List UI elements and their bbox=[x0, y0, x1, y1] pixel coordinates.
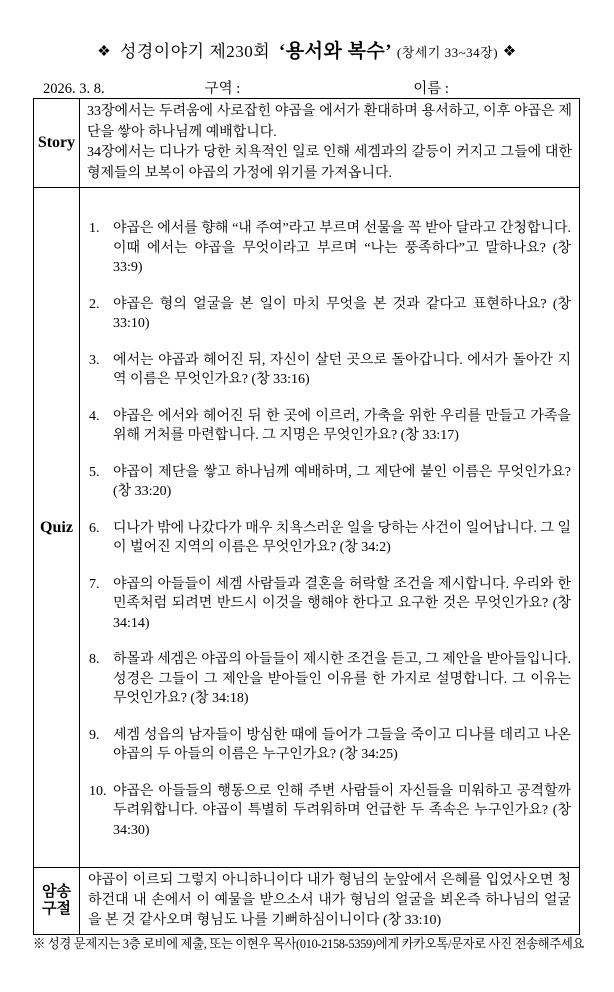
question-number: 6. bbox=[89, 520, 100, 536]
question-number: 8. bbox=[89, 652, 100, 667]
question-number: 10. bbox=[89, 783, 107, 799]
story-row-label-cell bbox=[34, 99, 80, 188]
diamond-icon: ❖ bbox=[502, 44, 517, 60]
story-row bbox=[34, 99, 580, 188]
question-text: 야곱이 제단을 쌓고 하나님께 예배하며, 그 제단에 붙인 이름은 무엇인가요? (창 33:20) bbox=[113, 464, 571, 499]
quiz-question-6 bbox=[88, 519, 571, 558]
title-scripture-range: (창세기 33~34장) bbox=[396, 45, 499, 60]
question-text: 디나가 밖에 나갔다가 매우 치욕스러운 일을 당하는 사건이 일어납니다. 그 일이 벌어진 지역의 이름은 무엇인가요? (창 34:2) bbox=[113, 520, 571, 555]
diamond-icon: ❖ bbox=[97, 44, 112, 60]
question-text: 야곱은 형의 얼굴을 본 일이 마치 무엇을 본 것과 같다고 표현하나요? (창 33:10) bbox=[113, 296, 571, 331]
worksheet-table bbox=[33, 98, 580, 935]
story-line: 34장에서는 디나가 당한 치욕적인 일로 인해 세겜과의 갈등이 커지고 그들에 대한 형제들의 보복이 야곱의 가정에 위기를 가져옵니다. bbox=[87, 145, 572, 181]
story-line: 33장에서는 두려움에 사로잡힌 야곱을 에서가 환대하며 용서하고, 이후 야곱은 제단을 쌓아 하나님께 예배합니다. bbox=[87, 104, 572, 140]
quiz-question-4 bbox=[88, 407, 571, 446]
quiz-row bbox=[34, 188, 580, 868]
memory-verse-row bbox=[34, 868, 580, 935]
question-number: 3. bbox=[89, 352, 100, 368]
info-line bbox=[43, 77, 614, 98]
quiz-label: Quiz bbox=[40, 518, 73, 536]
question-number: 5. bbox=[89, 464, 100, 480]
question-text: 하몰과 세겜은 야곱의 아들들이 제시한 조건을 듣고, 그 제안을 받아들입니다. 성경은 그들이 그 제안을 받아들인 이유를 한 가지로 설명합니다. 그 이유는 무엇인가요? (창 34:18) bbox=[113, 652, 571, 706]
quiz-question-7 bbox=[88, 575, 571, 634]
story-label: Story bbox=[37, 134, 76, 151]
question-number: 1. bbox=[89, 221, 100, 236]
question-text: 야곱은 에서를 향해 “내 주여”라고 부르며 선물을 꼭 받아 달라고 간청합니다. 이때 에서는 야곱을 무엇이라고 부르며 “나는 풍족하다”고 말하나요? (창 33:9) bbox=[113, 221, 571, 275]
story-text-cell bbox=[80, 99, 580, 188]
name-label: 이름 : bbox=[413, 81, 449, 97]
quiz-row-label-cell bbox=[34, 188, 80, 868]
quiz-question-5 bbox=[88, 463, 571, 502]
question-text: 세겜 성읍의 남자들이 방심한 때에 들어가 그들을 죽이고 디나를 데리고 나온 야곱의 두 아들의 이름은 누구인가요? (창 34:25) bbox=[113, 727, 571, 762]
quiz-question-1 bbox=[88, 219, 571, 278]
date-label: 2026. 3. 8. bbox=[43, 81, 105, 97]
memory-verse-text: 야곱이 이르되 그렇지 아니하니이다 내가 형님의 눈앞에서 은혜를 입었사오면 청하건대 내 손에서 이 예물을 받으소서 내가 형님의 얼굴을 뵈온즉 하나님의 얼굴을 본 것 같사오며 형님도 나를 기뻐하심이니이다 (창 33:10) bbox=[88, 873, 571, 928]
question-number: 2. bbox=[89, 296, 100, 312]
quiz-question-2 bbox=[88, 295, 571, 334]
page-title bbox=[0, 0, 614, 63]
question-number: 7. bbox=[89, 576, 100, 592]
group-label: 구역 : bbox=[204, 81, 241, 97]
question-text: 에서는 야곱과 헤어진 뒤, 자신이 살던 곳으로 돌아갑니다. 에서가 돌아간 지역 이름은 무엇인가요? (창 33:16) bbox=[113, 352, 571, 387]
quiz-question-9 bbox=[88, 726, 571, 765]
quiz-question-8 bbox=[88, 650, 571, 709]
quiz-question-10 bbox=[88, 782, 571, 841]
quiz-questions-cell bbox=[80, 188, 580, 868]
memory-verse-label: 구절 bbox=[42, 901, 71, 917]
title-main: 성경이야기 제230회 bbox=[119, 42, 271, 61]
quiz-question-3 bbox=[88, 351, 571, 390]
question-number: 9. bbox=[89, 727, 100, 743]
memory-verse-text-cell bbox=[80, 868, 580, 935]
question-text: 야곱은 아들들의 행동으로 인해 주변 사람들이 자신들을 미워하고 공격할까 두려워합니다. 야곱이 특별히 두려워하며 언급한 두 족속은 누구인가요? (창 34:30) bbox=[113, 783, 571, 838]
title-highlight: ‘용서와 복수’ bbox=[278, 41, 393, 62]
question-text: 야곱은 에서와 헤어진 뒤 한 곳에 이르러, 가축을 위한 우리를 만들고 가족을 위해 거처를 마련합니다. 그 지명은 무엇인가요? (창 33:17) bbox=[113, 408, 571, 443]
footer-note: ※ 성경 문제지는 3층 로비에 제출, 또는 이현우 목사(010-2158-5359)에게 카카오톡/문자로 사진 전송해주세요 bbox=[33, 936, 585, 951]
memory-verse-label-cell bbox=[34, 868, 80, 935]
question-text: 야곱의 아들들이 세겜 사람들과 결혼을 허락할 조건을 제시합니다. 우리와 한 민족처럼 되려면 반드시 이것을 행해야 한다고 요구한 것은 무엇인가요? (창 34:14) bbox=[113, 576, 571, 631]
question-number: 4. bbox=[89, 408, 100, 424]
memory-verse-label: 암송 bbox=[42, 884, 71, 900]
